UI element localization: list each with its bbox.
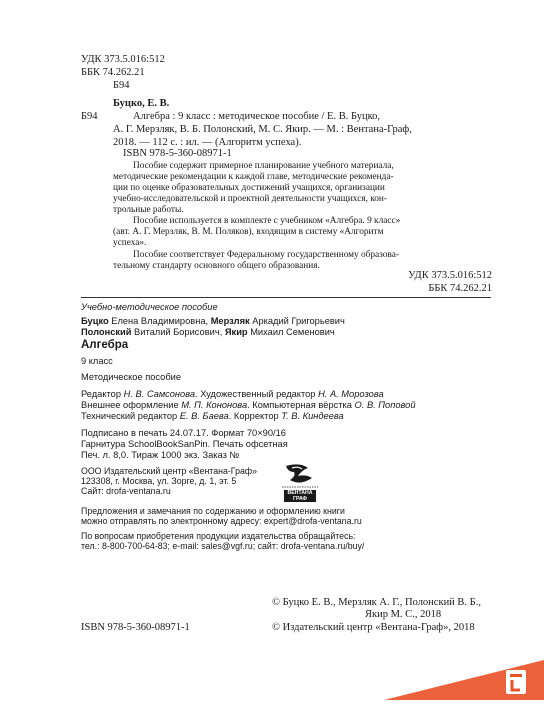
labirint-book-icon <box>384 660 544 700</box>
abstract-2-line-0: Пособие используется в комплекте с учебником «Алгебра. 9 класс» <box>133 216 401 226</box>
publisher-line-2: Сайт: drofa-ventana.ru <box>81 486 171 496</box>
editors-line-1 <box>81 400 416 411</box>
editors-line-2 <box>81 411 344 422</box>
editor-name: М. П. Кононова <box>181 400 248 410</box>
author-rest-butsko: Елена Владимировна, <box>108 316 211 326</box>
editor-role: Внешнее оформление <box>81 400 182 410</box>
abstract-1-line-2: ции по оценке образовательных достижений учащихся, организации <box>113 183 385 193</box>
author-name-yakir: Якир <box>224 327 248 337</box>
abstract-1-line-0: Пособие содержит примерное планирование учебного материала, <box>133 161 394 171</box>
contacts-1-line-1: можно отправлять по электронному адресу: expert@drofa-ventana.ru <box>81 516 362 526</box>
copyright-line-2: © Издательский центр «Вентана-Граф», 2018 <box>272 622 475 633</box>
editor-name: О. В. Поповой <box>354 400 416 410</box>
book-subtitle: Методическое пособие <box>81 372 182 382</box>
authors-line-1 <box>81 316 345 327</box>
editor-name: Н. В. Самсонова <box>123 389 196 399</box>
logo-text: ВЕНТАНА ГРАФ <box>287 490 313 502</box>
editors-line-0 <box>81 389 384 400</box>
editor-role: . Компьютерная вёрстка <box>247 400 355 410</box>
editor-name: Н. А. Морозова <box>318 389 384 399</box>
watermark-corner <box>384 660 544 700</box>
copyright-line-0: © Буцко Е. В., Мерзляк А. Г., Полонский В. Б., <box>272 597 481 608</box>
authors-line-2 <box>81 327 335 338</box>
udk-header: УДК 373.5.016:512 <box>81 54 165 65</box>
abstract-1-line-1: методические рекомендации к каждой главе, методические рекоменда- <box>113 172 394 182</box>
publication-kind: Учебно-методическое пособие <box>81 302 218 312</box>
author-rest-yakir: Михаил Семенович <box>247 327 335 337</box>
publisher-line-1: 123308, г. Москва, ул. Зорге, д. 1, эт. 5 <box>81 476 237 486</box>
contacts-2-line-1: тел.: 8-800-700-64-83; e-mail: sales@vgf.ru; сайт: drofa-ventana.ru/buy/ <box>81 541 365 551</box>
footer-isbn: ISBN 978-5-360-08971-1 <box>81 622 190 633</box>
editor-name: Т. В. Киндеева <box>281 411 344 421</box>
publisher-logo <box>278 460 322 504</box>
abstract-1-line-4: трольные работы. <box>113 205 184 215</box>
record-line-2: А. Г. Мерзляк, В. Б. Полонский, М. С. Якир. — М. : Вентана-Граф, <box>113 124 412 135</box>
author-rest-polonsky: Виталий Борисович, <box>131 327 225 337</box>
print-line-1: Гарнитура SchoolBookSanPin. Печать офсетная <box>81 439 288 449</box>
book-grade: 9 класс <box>81 356 113 366</box>
divider <box>81 297 491 298</box>
record-author: Буцко, Е. В. <box>113 98 170 109</box>
editor-name: Е. В. Баева <box>179 411 229 421</box>
abstract-2-line-1: (авт. А. Г. Мерзляк, В. М. Поляков), входящим в систему «Алгоритм <box>113 227 384 237</box>
abstract-1-line-3: учебно-исследовательской и проектной деятельности учащихся, кон- <box>113 194 388 204</box>
record-bbk: ББК 74.262.21 <box>428 283 492 294</box>
abstract-3-line-1: тельному стандарту основного общего образования. <box>113 261 320 271</box>
abstract-2-line-2: успеха». <box>113 238 147 248</box>
contacts-1-line-0: Предложения и замечания по содержанию и оформлению книги <box>81 506 345 516</box>
record-line-1: Алгебра : 9 класс : методическое пособие / Е. В. Буцко, <box>133 111 381 122</box>
publisher-line-0: ООО Издательский центр «Вентана-Граф» <box>81 466 257 476</box>
contacts-2-line-0: По вопросам приобретения продукции издательства обращайтесь: <box>81 531 356 541</box>
abstract-3-line-0: Пособие соответствует Федеральному государственному образова- <box>133 250 399 260</box>
print-line-2: Печ. л. 8,0. Тираж 1000 экз. Заказ № <box>81 450 240 460</box>
record-line-3: 2018. — 112 с. : ил. — (Алгоритм успеха). <box>113 137 302 148</box>
editor-role: . Художественный редактор <box>195 389 319 399</box>
author-name-butsko: Буцко <box>81 316 109 326</box>
print-line-0: Подписано в печать 24.07.17. Формат 70×90/16 <box>81 428 286 438</box>
copyright-line-1: Якир М. С., 2018 <box>365 609 442 620</box>
author-name-polonsky: Полонский <box>81 327 132 337</box>
record-code: Б94 <box>81 111 98 122</box>
author-rest-merzlyak: Аркадий Григорьевич <box>249 316 345 326</box>
code-header: Б94 <box>113 80 130 91</box>
record-isbn: ISBN 978-5-360-08971-1 <box>123 148 232 159</box>
editor-role: Технический редактор <box>81 411 180 421</box>
editor-role: Редактор <box>81 389 124 399</box>
editor-role: . Корректор <box>228 411 282 421</box>
book-title: Алгебра <box>81 339 129 351</box>
author-name-merzlyak: Мерзляк <box>210 316 250 326</box>
record-udk: УДК 373.5.016:512 <box>408 270 492 281</box>
bbk-header: ББК 74.262.21 <box>81 67 145 78</box>
